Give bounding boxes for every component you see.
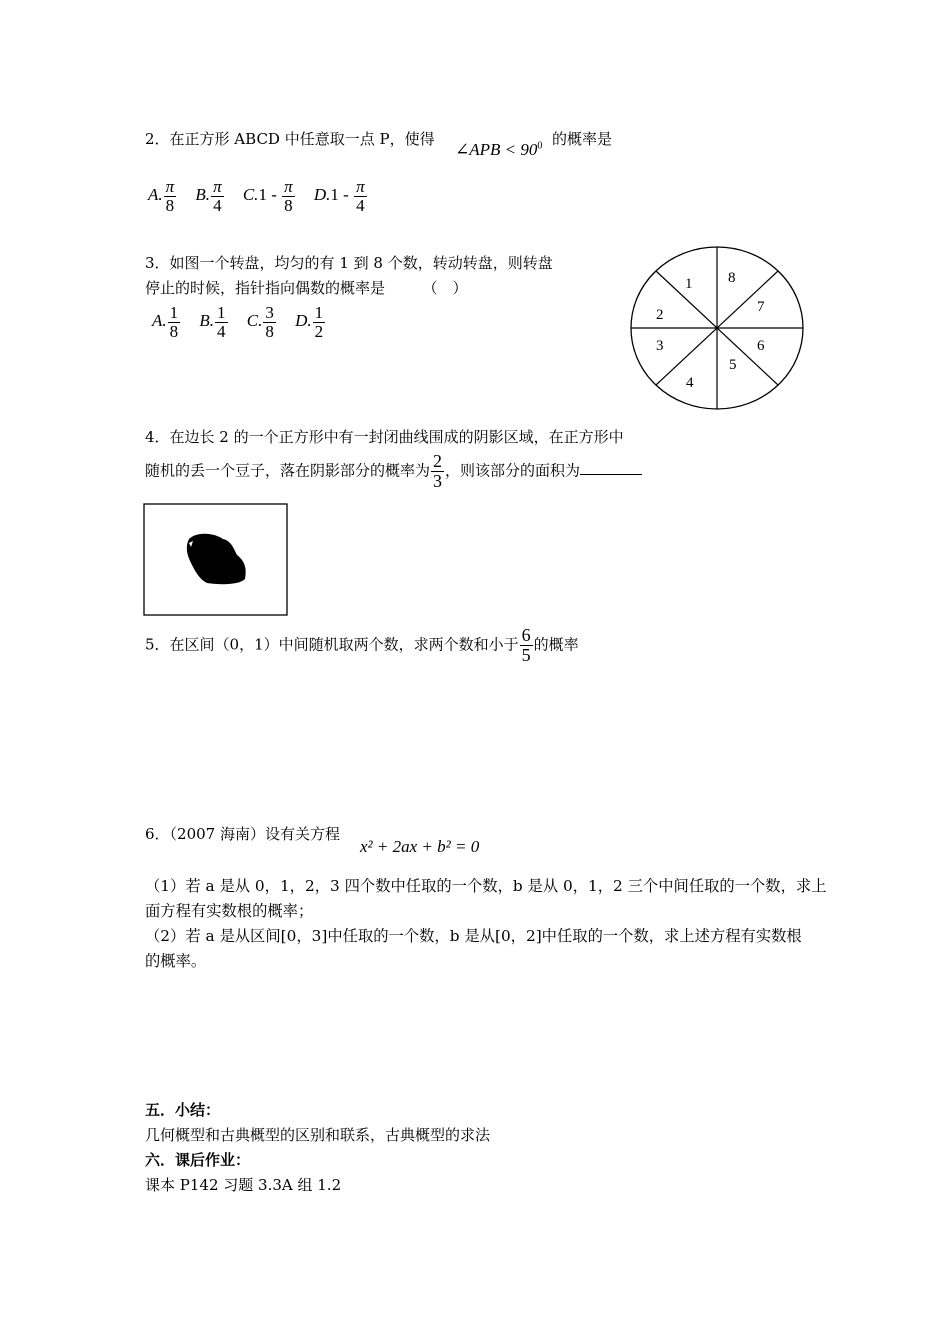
q4-line1: 4．在边长 2 的一个正方形中有一封闭曲线围成的阴影区域，在正方形中 xyxy=(145,428,624,446)
q6-part2-line1: （2）若 a 是从区间[0，3]中任取的一个数，b 是从[0，2]中任取的一个数，求上述方程有实数根 xyxy=(145,927,802,945)
q6-part1-line1: （1）若 a 是从 0，1，2，3 四个数中任取的一个数，b 是从 0，1，2 三个中间任取的一个数，求上 xyxy=(145,877,827,895)
q3-option-c: C. $\frac{3}{8}$ xyxy=(246,303,274,341)
summary-heading: 五．小结： xyxy=(145,1101,221,1119)
q3-line2: 停止的时候，指针指向偶数的概率是 （ ） xyxy=(145,279,468,297)
q4-line2: 随机的丢一个豆子，落在阴影部分的概率为 $\frac{2}{3}$ ，则该部分的面积为 xyxy=(145,452,642,491)
q3-option-d: D. $\frac{1}{2}$ xyxy=(295,303,324,341)
q6-part1-line2: 面方程有实数根的概率； xyxy=(145,902,314,920)
wheel-number: 3 xyxy=(656,338,664,354)
q3-options xyxy=(152,304,340,341)
wheel-number: 1 xyxy=(685,276,693,292)
q2-option-c: C.1 - $\frac{\pi}{8}$ xyxy=(242,177,293,215)
summary-text: 几何概型和古典概型的区别和联系，古典概型的求法 xyxy=(145,1126,491,1144)
q2-suffix: 的概率是 xyxy=(552,130,613,148)
homework-text: 课本 P142 习题 3.3A 组 1.2 xyxy=(145,1176,342,1194)
wheel-number: 7 xyxy=(757,299,765,315)
q6-part2-line2: 的概率。 xyxy=(145,952,207,970)
q2-option-a: A. $\frac{\pi}{8}$ xyxy=(148,177,175,215)
spinner-wheel xyxy=(628,246,808,414)
wheel-number: 4 xyxy=(686,375,694,391)
q3-option-a: A. $\frac{1}{8}$ xyxy=(152,303,179,341)
q2-line xyxy=(145,128,435,149)
q2-formula: ∠APB < $90^0$ xyxy=(455,140,543,159)
homework-heading: 六．课后作业： xyxy=(145,1151,251,1169)
q3-line1: 3．如图一个转盘，均匀的有 1 到 8 个数，转动转盘，则转盘 xyxy=(145,254,553,272)
wheel-number: 5 xyxy=(729,357,737,373)
wheel-number: 8 xyxy=(728,270,736,286)
answer-blank[interactable] xyxy=(580,462,642,475)
wheel-number: 6 xyxy=(757,338,765,354)
q2-text: 2．在正方形 ABCD 中任意取一点 P，使得 xyxy=(145,130,435,148)
q2-options xyxy=(148,178,382,215)
q2-option-d: D.1 - $\frac{\pi}{4}$ xyxy=(313,177,365,215)
q2-option-b: B. $\frac{\pi}{4}$ xyxy=(195,177,222,215)
q6-equation: x² + 2ax + b² = 0 xyxy=(360,837,480,856)
q5-line: 5．在区间（0，1）中间随机取两个数，求两个数和小于 $\frac{6}{5}$ 的概率 xyxy=(145,625,579,665)
q3-option-b: B. $\frac{1}{4}$ xyxy=(199,303,226,341)
q6-title: 6．（2007 海南）设有关方程 xyxy=(145,825,340,843)
wheel-number: 2 xyxy=(656,307,664,323)
shaded-region-figure xyxy=(143,503,289,617)
